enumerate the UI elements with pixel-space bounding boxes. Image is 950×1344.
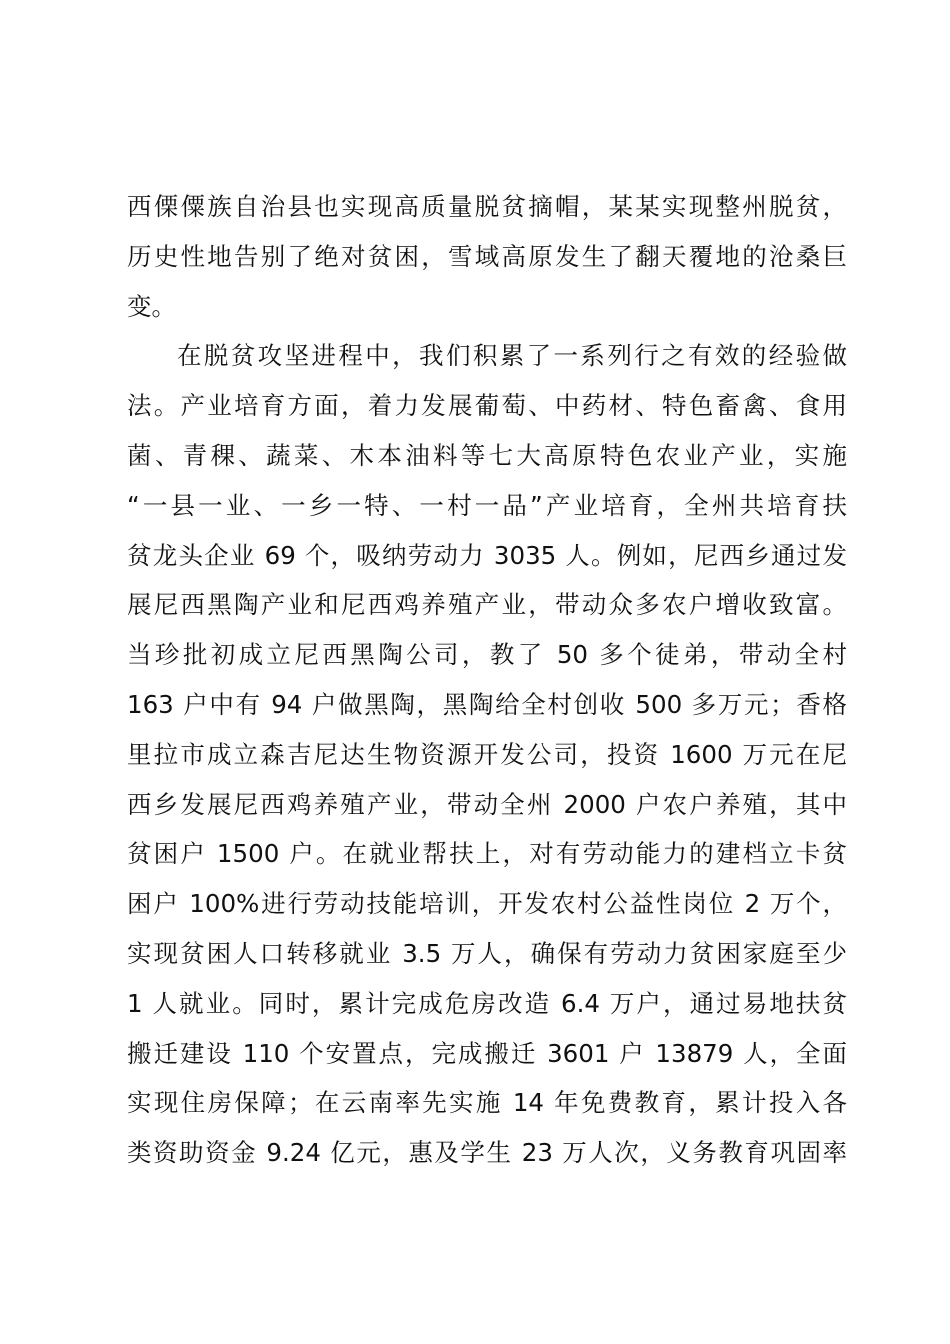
text-line: 里拉市成立森吉尼达生物资源开发公司，投资 1600 万元在尼 [127, 739, 847, 769]
text-line: 163 户中有 94 户做黑陶，黑陶给全村创收 500 多万元；香格 [127, 689, 847, 719]
text-line: 贫龙头企业 69 个，吸纳劳动力 3035 人。例如，尼西乡通过发 [127, 540, 847, 570]
text-line: 法。产业培育方面，着力发展葡萄、中药材、特色畜禽、食用 [127, 391, 847, 421]
text-line: 实现住房保障；在云南率先实施 14 年免费教育，累计投入各 [127, 1088, 847, 1118]
text-line: 西乡发展尼西鸡养殖产业，带动全州 2000 户农户养殖，其中 [127, 789, 847, 819]
text-line: 搬迁建设 110 个安置点，完成搬迁 3601 户 13879 人，全面 [127, 1038, 847, 1068]
text-line: 贫困户 1500 户。在就业帮扶上，对有劳动能力的建档立卡贫 [127, 839, 847, 869]
text-line: 类资助资金 9.24 亿元，惠及学生 23 万人次，义务教育巩固率 [127, 1138, 847, 1168]
text-line: “一县一业、一乡一特、一村一品”产业培育，全州共培育扶 [127, 490, 847, 520]
text-line: 困户 100%进行劳动技能培训，开发农村公益性岗位 2 万个， [127, 889, 847, 919]
paragraph-first-line: 在脱贫攻坚进程中，我们积累了一系列行之有效的经验做 [177, 341, 847, 371]
text-line: 西傈僳族自治县也实现高质量脱贫摘帽，某某实现整州脱贫， [127, 192, 847, 221]
body-text [127, 182, 847, 1178]
text-line: 历史性地告别了绝对贫困，雪域高原发生了翻天覆地的沧桑巨 [127, 241, 847, 271]
text-line: 展尼西黑陶产业和尼西鸡养殖产业，带动众多农户增收致富。 [127, 590, 847, 620]
text-line: 1 人就业。同时，累计完成危房改造 6.4 万户，通过易地扶贫 [127, 988, 847, 1018]
text-line: 变。 [127, 291, 176, 321]
text-line: 菌、青稞、蔬菜、木本油料等七大高原特色农业产业，实施 [127, 440, 847, 470]
text-line: 当珍批初成立尼西黑陶公司，教了 50 多个徒弟，带动全村 [127, 640, 847, 670]
text-line: 实现贫困人口转移就业 3.5 万人，确保有劳动力贫困家庭至少 [127, 938, 847, 968]
